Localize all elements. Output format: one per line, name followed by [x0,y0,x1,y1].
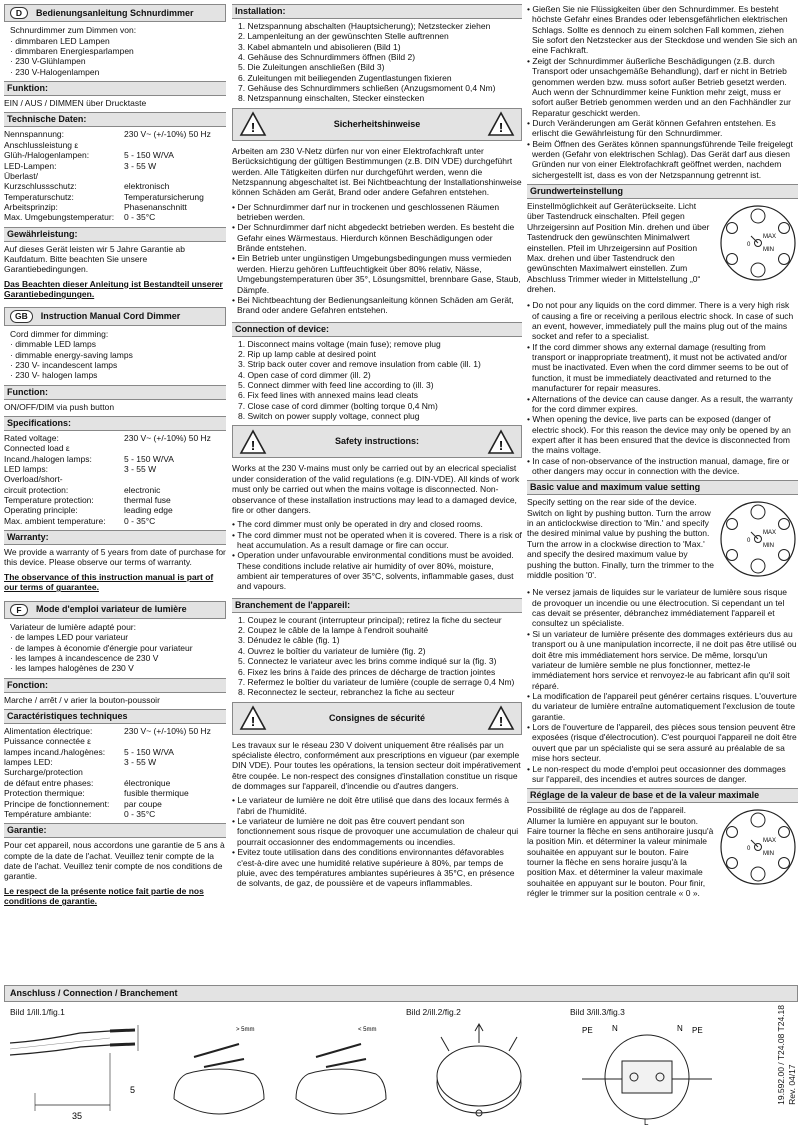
spec-key: Anschlussleistung ε [4,139,79,150]
spec-key: Rated voltage: [4,432,59,443]
safety-bullet: • The cord dimmer must not be operated when it is covered. There is a risk of heat accumulation. As a result damage or fire can occur. [232,529,522,550]
intro-line: · les lampes à incandescence de 230 V [10,652,159,663]
safety-bullet: • Evitez toute utilisation dans des conditions environnantes défavorables c'est-à-dire avec une humidité relative supérieure à 80%, par temps de pluie, avec des températures ambiantes supérieures à 35°C, en présence de solvants, de gaz, de poussière et de vapeurs inflammables. [232,847,515,889]
warning-triangle-icon [239,705,267,731]
section-header-de [4,4,226,22]
installation-heading-de: Installation: [232,4,522,19]
setting-heading-f: Réglage de la valeur de base et de la valeur maximale [527,788,798,803]
spec-value: électronique [124,777,171,788]
dim-35-label: 35 [72,1111,83,1121]
risk-bullet: • Alternations of the device can cause danger. As a result, the warranty for the cord dimmer expires. [527,393,793,414]
safety-bullet: • Le variateur de lumière ne doit être utilisé que dans des locaux fermés à l'abri de l'humidité. [232,795,510,816]
risk-bullet-text: Ne versez jamais de liquides sur le variateur de lumière sous risque de provoquer un incendie ou une électrocution. Si cependant un tel cas devait se présenter, débranchez immédiatement l'appareil et consultez un spécialiste. [532,587,787,629]
safety-bullet: • Der Schnurdimmer darf nicht abgedeckt betrieben werden. Es besteht die Gefahr eines Wärmestaus. Hierdurch können Beschädigungen oder Brände entstehen. [232,222,515,254]
installation-heading-f: Branchement de l'appareil: [232,598,522,613]
install-step: 4. Ouvrez le boîtier du variateur de lumière (fig. 2) [238,645,426,656]
spec-value: 230 V~ (+/-10%) 50 Hz [124,726,211,736]
intro-f [4,622,226,674]
lt5mm-label: < 5mm [358,1027,377,1033]
spec-value: 3 - 55 W [124,757,157,768]
column-right [527,4,798,898]
spec-key: Alimentation électrique: [4,726,93,736]
tech-heading-f: Caractéristiques techniques [4,709,226,724]
warranty-note-de: Das Beachten dieser Anleitung ist Bestandteil unserer Garantiebedingungen. [4,278,223,300]
safety-bullet-text: Evitez toute utilisation dans des conditions environnantes défavorables c'est-à-dire avec une humidité relative supérieure à 80%, par temps de pluie, avec des températures ambiantes supérieures à 35°C, en présence de solvants, de gaz, de poussière et de vapeurs inflammables. [237,847,515,889]
installation-steps-f [232,615,522,698]
safety-title-f: Consignes de sécurité [328,712,426,723]
intro-line: · les lampes halogènes de 230 V [10,663,134,674]
tech-table-de [4,129,226,222]
setting-block-f [527,805,798,898]
setting-text-gb: Specify setting on the rear side of the device. Switch on light by pushing button. Turn the arrow in an anticlockwise direction to 'Min.' and specify the desired minimal value by pushing the button. Turn the arrow in a clockwise direction to 'Max.' and specify the desired maximum value by pushing the button. Finally, turn the trimmer to the middle position '0'. [527,497,714,580]
spec-key: Temperaturschutz: [4,191,74,202]
n-label-right: N [677,1024,683,1033]
spec-key: circuit protection: [4,484,69,495]
risk-bullet: • Zeigt der Schnurdimmer äußerliche Beschädigungen (z.B. durch Transport oder unsachgemäße Behandlung), darf er nicht in Betrieb genommen werden bzw. muss sofort außer Betrieb gesetzt werden. Auch wenn der Schnurdimmer keine Funktion mehr zeigt, muss er sofort außer Betrieb genommen werden und an den Fachhändler zur Reparatur geschickt werden. [527,55,791,118]
safety-bullet-text: Der Schnurdimmer darf nicht abgedeckt betrieben werden. Es besteht die Gefahr eines Wärmestaus. Hierdurch können Beschädigungen oder Brände entstehen. [237,222,515,254]
setting-text-de: Einstellmöglichkeit auf Geräterückseite. Licht über Tastendruck einschalten. Pfeil gegen Uhrzeigersinn auf Position Min. drehen und über Tastendruck den gewünschten Minimalwert einstellen. Pfeil im Uhrzeigersinn auf Position Max. drehen und über Tastendruck den gewünschten Maximalwert einstellen. Zum Abschluss Trimmer wieder in Mittelstellung „0“ drehen. [527,201,710,294]
risk-bullet: • Lors de l'ouverture de l'appareil, des pièces sous tension peuvent être exposées (risque d'électrocution). C'est pourquoi l'appareil ne doit être ouvert que par un spécialiste qui se sera assuré au préalable de sa mise hors secteur. [527,722,797,764]
risk-bullet-text: Durch Veränderungen am Gerät können Gefahren entstehen. Es erlischt die Gewährleistung für den Schnurdimmer. [532,117,776,139]
spec-key: Temperature protection: [4,495,94,506]
install-step: 5. Connectez le variateur avec les brins comme indiqué sur la (fig. 3) [238,656,497,667]
spec-key: Max. Umgebungstemperatur: [4,212,115,223]
risk-bullet: • Do not pour any liquids on the cord dimmer. There is a very high risk of causing a fire or receiving a perilous electric shock. In case of such an event, however, immediately pull the mains plug out of the mains socket and refer to a specialist. [527,300,794,342]
spec-value: 230 V~ (+/-10%) 50 Hz [124,432,211,443]
risk-bullet-text: Gießen Sie nie Flüssigkeiten über den Schnurdimmer. Es besteht höchste Gefahr eines Brandes oder lebensgefährlichen elektrischen Schlags. Sollte es dennoch zu einem solchen Fall kommen, ziehen Sie sofort den Netzstecker aus der Steckdose und wenden Sie sich an eine Fachkraft. [532,4,798,56]
spec-key: Connected load ε [4,443,70,454]
safety-bullet: • Ein Betrieb unter ungünstigen Umgebungsbedingungen muss vermieden werden. Hierzu gehören Luftfeuchtigkeit über 80% relativ, Nässe, Umgebungstemperaturen über 35°, Lösungsmittel, brennbare Gase, Staub, Dämpfe. [232,253,521,295]
n-label-left: N [612,1024,618,1033]
install-step: 7. Refermez le boîtier du variateur de lumière (couple de serrage 0,4 Nm) [238,676,515,687]
intro-line: · 230 V- halogen lamps [10,370,98,381]
spec-key: Überlast/ [4,170,39,181]
section-header-gb [4,307,226,325]
setting-heading-de: Grundwerteinstellung [527,184,798,199]
spec-key: Arbeitsprinzip: [4,201,58,212]
spec-key: LED lamps: [4,463,48,474]
intro-line: · de lampes à économie d'énergie pour variateur [10,642,193,653]
install-step: 7. Gehäuse des Schnurdimmers schließen (Anzugsmoment 0,4 Nm) [238,83,496,94]
setting-text-f: Possibilité de réglage au dos de l'appareil. Allumer la lumière en appuyant sur le bouton. Faire tourner la flèche en sens antihoraire jusqu'à la position Min. et déterminer la valeur minimale souhaitée en appuyant sur le bouton. Faire tourner la flèche en sens horaire jusqu'à la position Max. et déterminer la valeur maximale souhaitée en appuyant sur le bouton. Pour finir, régler le trimmer sur la position centrale « 0 ». [527,805,714,899]
title-gb: Instruction Manual Cord Dimmer [40,311,181,322]
intro-line: Schnurdimmer zum Dimmen von: [10,25,137,36]
gt5mm-label: > 5mm [236,1027,255,1033]
install-step: 1. Coupez le courant (interrupteur principal); retirez la fiche du secteur [238,614,502,625]
install-step: 1. Disconnect mains voltage (main fuse); remove plug [238,338,441,349]
spec-key: Incand./halogen lamps: [4,453,92,464]
function-text-de: EIN / AUS / DIMMEN über Drucktaste [4,98,147,109]
spec-key: Température ambiante: [4,808,92,819]
revision-date: Rev. 04/17 [786,1064,797,1105]
fig2-label: Bild 2/ill.2/fig.2 [406,1007,461,1017]
spec-key: Operating principle: [4,505,78,516]
trimmer-dial-icon [718,805,798,889]
install-step: 4. Open case of cord dimmer (ill. 2) [238,369,371,380]
intro-line: · 230 V-Halogenlampen [10,66,100,77]
risk-bullet-text: Beim Öffnen des Gerätes können spannungsführende Teile freigelegt werden (Gefahr von elektrischen Schlag). Das Gerät darf aus diesen Gründen nur von einer Elektrofachkraft geöffnet werden, nachdem sichergestellt ist, dass es von der Netzspannung getrennt ist. [532,138,793,180]
safety-bullet: • Operation under unfavourable environmental conditions must be avoided. These conditions include relative air humidity of over 80%, moisture, ambient air temperatures of over 35°C, solvents, inflammable gases, dust and vapours. [232,550,514,592]
spec-value: 0 - 35°C [124,808,156,819]
safety-bullet-text: Operation under unfavourable environmental conditions must be avoided. These conditions include relative air humidity of over 80%, moisture, ambient air temperatures of over 35°C, solvents, inflammable gases, dust and vapours. [237,550,514,592]
risk-list-gb [527,300,798,476]
install-step: 3. Strip back outer cover and remove insulation from cable (ill. 1) [238,359,481,370]
safety-text-gb: Works at the 230 V-mains must only be carried out by an elecrical specialist under consideration of the valid regulations (e.g. DIN-VDE). All kinds of work must only be carried out when the mains voltage is disconnected. Non-observance of these installation instructions may lead to a damaged device, fire or other dangers. [232,463,520,515]
pe-label-right: PE [692,1026,703,1035]
install-step: 2. Coupez le câble de la lampe à l'endroit souhaité [238,625,429,636]
spec-value: elektronisch [124,181,170,192]
lang-badge-f: F [10,604,28,616]
install-step: 5. Die Zuleitungen anschließen (Bild 3) [238,62,385,73]
intro-line: · dimmbaren Energiesparlampen [10,46,134,57]
column-middle [232,4,522,889]
dial-max-label: MAX [763,234,777,241]
spec-value: 5 - 150 W/VA [124,150,174,161]
safety-text-de: Arbeiten am 230 V-Netz dürfen nur von einer Elektrofachkraft unter Berücksichtigung der gültigen Bestimmungen (z.B. DIN VDE) durchgeführt werden. Alle Tätigkeiten dürfen nur durchgeführt werden, wenn die Netzspannung abgeschaltet ist. Bei Nichtbeachtung der Installationshinweise können Schäden am Gerät, Brand oder andere Gefahren entstehen. [232,145,522,198]
function-heading-gb: Function: [4,385,226,400]
risk-bullet: • Ne versez jamais de liquides sur le variateur de lumière sous risque de provoquer un incendie ou une électrocution. Si cependant un tel cas devait se présenter, débranchez immédiatement l'appareil et consultez un spécialiste. [527,587,787,629]
intro-line: · 230 V-Glühlampen [10,56,86,67]
risk-bullet-text: When opening the device, live parts can be exposed (danger of electric shock). For this reason the device may only be opened by an expert after it has been ensured that the device is disconnected from the mains voltage. [532,414,791,456]
warning-triangle-icon [487,111,515,137]
lang-badge-de: D [10,7,28,19]
intro-line: Variateur de lumière adapté pour: [10,621,137,632]
install-step: 5. Connect dimmer with feed line according to (ill. 3) [238,380,434,390]
setting-block-gb [527,497,798,581]
install-step: 7. Close case of cord dimmer (bolting torque 0,4 Nm) [238,400,438,411]
safety-banner-gb [232,425,522,458]
spec-key: Principe de fonctionnement: [4,798,110,809]
intro-line: · dimmable energy-saving lamps [10,349,133,360]
warning-triangle-icon [239,429,267,455]
install-step: 3. Kabel abmanteln und abisolieren (Bild 1) [238,41,401,52]
risk-bullet-text: Lors de l'ouverture de l'appareil, des pièces sous tension peuvent être exposées (risque d'électrocution). C'est pourquoi l'appareil ne doit être ouvert que par un spécialiste qui se sera assuré au préalable de sa mise hors secteur. [532,722,797,764]
l-label: L [644,1118,649,1127]
risk-bullet: • Si un variateur de lumière présente des dommages extérieurs dus au transport ou à une manipulation incorrecte, il ne doit pas être utilisé ou doit être mis immédiatement hors service. De même, lorsqu'un variateur de lumière semble ne plus fonctionner, mettez-le immédiatement hors service et renvoyez-le au fabricant afin qu'il soit réparé. [527,628,797,691]
intro-line: · de lampes LED pour variateur [10,632,129,643]
setting-heading-gb: Basic value and maximum value setting [527,480,798,495]
warranty-note-f: Le respect de la présente notice fait partie de nos conditions de garantie. [4,885,204,906]
safety-bullet-text: Le variateur de lumière ne doit pas être couvert pendant son fonctionnement sous risque de provoquer une accumulation de chaleur qui pourrait occasionner des endommagements ou incendies. [237,816,519,847]
install-step: 3. Dénudez le câble (fig. 1) [238,635,340,646]
safety-list-gb [232,519,522,592]
strip-inner-drawing [286,1019,396,1125]
risk-bullet-text: Do not pour any liquids on the cord dimmer. There is a very high risk of causing a fire or receiving a perilous electric shock. In case of such an event, however, immediately pull the mains plug out of the mains socket and refer to a specialist. [532,300,794,342]
dim-5-label: 5 [130,1085,136,1095]
risk-bullet-text: Alternations of the device can cause danger. As a result, the warranty for the cord dimmer expires. [531,393,793,414]
dial-max-label: MAX [763,838,777,845]
column-left [4,4,226,906]
risk-list-f [527,587,798,784]
spec-value: fusible thermique [124,788,189,799]
intro-line: · dimmable LED lamps [10,339,96,350]
risk-bullet: • Gießen Sie nie Flüssigkeiten über den Schnurdimmer. Es besteht höchste Gefahr eines Brandes oder lebensgefährlichen elektrischen Schlags. Sollte es dennoch zu einem solchen Fall kommen, ziehen Sie sofort den Netzstecker aus der Steckdose und wenden Sie sich an eine Fachkraft. [527,4,798,56]
risk-bullet-text: If the cord dimmer shows any external damage (resulting from transport or inappropriate treatment), it must not be activated and/or must be inactivated. Even when the cord dimmer seems to be out of function, it must be immediately deactivated and returned to the manufacturer for repair measures. [532,341,789,394]
install-step: 2. Rip up lamp cable at desired point [238,348,376,359]
warning-triangle-icon [487,429,515,455]
pe-label-left: PE [582,1026,593,1035]
fig1-label: Bild 1/ill.1/fig.1 [10,1007,65,1017]
intro-line: · dimmbaren LED Lampen [10,35,110,46]
function-text-gb: ON/OFF/DIM via push button [4,401,115,412]
risk-bullet: • Durch Veränderungen am Gerät können Gefahren entstehen. Es erlischt die Gewährleistung für den Schnurdimmer. [527,117,776,139]
safety-bullet: • Le variateur de lumière ne doit pas être couvert pendant son fonctionnement sous risque de provoquer une accumulation de chaleur qui pourrait occasionner des endommagements ou incendies. [232,816,519,847]
safety-bullet: • Bei Nichtbeachtung der Bedienungsanleitung können Schäden am Gerät, Brand oder andere Gefahren entstehen. [232,294,514,316]
risk-list-de [527,4,798,180]
risk-bullet: • Le non-respect du mode d'emploi peut occasionner des dommages sur l'appareil, des incendies et autres sources de danger. [527,763,786,784]
warranty-heading-f: Garantie: [4,823,226,838]
tech-table-gb [4,433,226,526]
installation-steps-gb [232,339,522,422]
warranty-text-de: Auf dieses Gerät leisten wir 5 Jahre Garantie ab Kaufdatum. Bitte beachten Sie unsere Garantiebedingungen. [4,243,185,275]
warning-triangle-icon [487,705,515,731]
safety-banner-f [232,702,522,735]
setting-block-de [527,201,798,294]
spec-value: 3 - 55 W [124,463,157,474]
intro-gb [4,329,226,381]
dimmer-housing-drawing [429,1021,529,1125]
dial-zero-label: 0 [747,242,751,249]
safety-list-f [232,795,522,888]
spec-value: 5 - 150 W/VA [124,453,174,464]
spec-key: lampes incand./halogènes: [4,746,106,757]
fig3-label: Bild 3/ill.3/fig.3 [570,1007,625,1017]
title-de: Bedienungsanleitung Schnurdimmer [36,7,194,18]
revision-info [776,1005,798,1105]
connection-heading: Anschluss / Connection / Branchement [4,985,798,1002]
connection-section [4,985,798,1130]
installation-heading-gb: Connection of device: [232,322,522,337]
warranty-note-gb: The observance of this instruction manual is part of our terms of guarantee. [4,571,214,593]
trimmer-dial-icon [718,497,798,581]
intro-de [4,25,226,77]
install-step: 8. Reconnectez le secteur, rebranchez la fiche au secteur [238,687,455,698]
safety-bullet-text: Bei Nichtbeachtung der Bedienungsanleitung können Schäden am Gerät, Brand oder andere Gefahren entstehen. [237,294,514,316]
safety-title-gb: Safety instructions: [334,436,419,447]
risk-bullet-text: La modification de l'appareil peut générer certains risques. L'ouverture du variateur de lumière entraîne automatiquement l'exclusion de toute garantie. [532,690,797,722]
dial-min-label: MIN [763,851,774,858]
spec-value: thermal fuse [124,495,171,506]
warranty-text-gb: We provide a warranty of 5 years from date of purchase for this device. Please observe our terms of warranty. [4,547,226,568]
title-f: Mode d'emploi variateur de lumière [36,604,187,615]
risk-bullet-text: Si un variateur de lumière présente des dommages extérieurs dus au transport ou à une manipulation incorrecte, il ne doit pas être utilisé ou doit être mis immédiatement hors service. De même, lorsqu'un variateur de lumière semble ne plus fonctionner, mettez-le immédiatement hors service et renvoyez-le au fabricant afin qu'il soit réparé. [532,628,797,691]
spec-value: 230 V~ (+/-10%) 50 Hz [124,129,211,140]
spec-value: leading edge [124,505,173,516]
spec-value: 0 - 35°C [124,212,156,223]
risk-bullet-text: In case of non-observance of the instruction manual, damage, fire or other dangers may occur in connection with the device. [532,455,790,477]
function-heading-de: Funktion: [4,81,226,96]
spec-value: 0 - 35°C [124,515,156,526]
safety-banner-de [232,108,522,141]
install-step: 6. Zuleitungen mit beiliegenden Zugentlastungen fixieren [238,72,452,83]
install-step: 6. Fixez les brins à l'aide des princes de décharge de traction jointes [238,666,496,677]
install-step: 2. Lampenleitung an der gewünschten Stelle auftrennen [238,31,449,42]
warranty-heading-gb: Warranty: [4,530,226,545]
install-step: 8. Netzspannung einschalten, Stecker einstecken [238,93,425,104]
tech-heading-gb: Specifications: [4,416,226,431]
spec-key: lampes LED: [4,757,53,768]
install-step: 8. Switch on power supply voltage, connect plug [238,411,420,422]
risk-bullet-text: Le non-respect du mode d'emploi peut occasionner des dommages sur l'appareil, des incendies et autres sources de danger. [532,763,786,784]
tech-table-f [4,726,226,819]
spec-key: de défaut entre phases: [4,777,94,788]
safety-bullet-text: Ein Betrieb unter ungünstigen Umgebungsbedingungen muss vermieden werden. Hierzu gehören Luftfeuchtigkeit über 80% relativ, Nässe, Umgebungstemperaturen über 35°, Lösungsmittel, brennbare Gase, Staub, Dämpfe. [237,253,521,295]
safety-bullet-text: Le variateur de lumière ne doit être utilisé que dans des locaux fermés à l'abri de l'humidité. [237,795,510,816]
spec-value: par coupe [124,798,162,809]
install-step: 4. Gehäuse des Schnurdimmers öffnen (Bild 2) [238,52,416,63]
warranty-text-f: Pour cet appareil, nous accordons une garantie de 5 ans à compte de la date de l'achat. Veuillez tenir compte de la date de l'achat. Veuillez tenir compte de nos conditions de garantie. [4,840,225,882]
spec-value: electronic [124,484,161,495]
safety-bullet: • The cord dimmer must only be operated in dry and closed rooms. [232,519,483,530]
installation-steps-de [232,21,522,104]
spec-key: Protection thermique: [4,788,85,799]
dial-min-label: MIN [763,543,774,550]
lang-badge-gb: GB [10,310,33,322]
warning-triangle-icon [239,111,267,137]
tech-heading-de: Technische Daten: [4,112,226,127]
risk-bullet: • In case of non-observance of the instruction manual, damage, fire or other dangers may occur in connection with the device. [527,455,790,477]
risk-bullet: • La modification de l'appareil peut générer certains risques. L'ouverture du variateur de lumière entraîne automatiquement l'exclusion de toute garantie. [527,690,797,722]
safety-list-de [232,202,522,316]
intro-line: Cord dimmer for dimming: [10,328,109,339]
risk-bullet-text: Zeigt der Schnurdimmer äußerliche Beschädigungen (z.B. durch Transport oder unsachgemäße Behandlung), darf er nicht in Betrieb genommen werden bzw. muss sofort außer Betrieb gesetzt werden. Auch wenn der Schnurdimmer keine Funktion mehr zeigt, muss er sofort außer Betrieb genommen werden und an den Fachhändler zur Reparatur geschickt werden. [532,55,791,118]
wiring-diagram-drawing [572,1019,722,1127]
spec-key: Max. ambient temperature: [4,515,106,526]
spec-key: Overload/short- [4,474,63,485]
safety-bullet-text: Der Schnurdimmer darf nur in trockenen und geschlossenen Räumen betrieben werden. [237,201,500,222]
dial-max-label: MAX [763,530,777,537]
function-text-f: Marche / arrêt / v arier la bouton-poussoir [4,694,160,705]
safety-bullet-text: The cord dimmer must not be operated when it is covered. There is a risk of heat accumulation. As a result damage or fire can occur. [237,529,522,550]
risk-bullet: • If the cord dimmer shows any external damage (resulting from transport or inappropriate treatment), it must not be activated and/or must be inactivated. Even when the cord dimmer seems to be out of function, it must be immediately deactivated and returned to the manufacturer for repair measures. [527,341,789,394]
dial-zero-label: 0 [747,538,751,545]
spec-value: 3 - 55 W [124,160,157,171]
spec-value: 5 - 150 W/VA [124,746,174,757]
warranty-heading-de: Gewährleistung: [4,227,226,242]
safety-text-f: Les travaux sur le réseau 230 V doivent uniquement être réalisés par un spécialiste électro, conformément aux prescriptions en vigueur (par exemple DIN VDE). Pour toutes les opérations, la tension secteur doit impérativement être coupée. Le non-respect des consignes d'installation constitue un risque de dommages sur l'appareil, d'incendie ou d'autres dangers. [232,739,521,792]
intro-line: · 230 V- incandescent lamps [10,359,118,370]
trimmer-dial-icon [718,201,798,285]
install-step: 1. Netzspannung abschalten (Hauptsicherung); Netzstecker ziehen [238,20,491,31]
section-header-f [4,601,226,619]
safety-bullet-text: The cord dimmer must only be operated in dry and closed rooms. [237,519,483,530]
risk-bullet: • Beim Öffnen des Gerätes können spannungsführende Teile freigelegt werden (Gefahr von elektrischen Schlag). Das Gerät darf aus diesen Gründen nur von einer Elektrofachkraft geöffnet werden, nachdem sichergestellt ist, dass es von der Netzspannung getrennt ist. [527,138,793,180]
doc-number: 19.592.00 / T24.08 T24.18 [775,1005,786,1105]
function-heading-f: Fonction: [4,678,226,693]
spec-key: LED-Lampen: [4,160,57,171]
spec-value: Phasenanschnitt [124,201,187,212]
cable-strip-drawing [10,1023,160,1123]
risk-bullet: • When opening the device, live parts can be exposed (danger of electric shock). For this reason the device may only be opened by an expert after it has been ensured that the device is disconnected from the mains voltage. [527,414,791,456]
spec-key: Glüh-/Halogenlampen: [4,150,90,161]
spec-value: Temperatursicherung [124,191,204,202]
strip-outer-drawing [164,1019,274,1125]
spec-key: Surcharge/protection [4,767,83,778]
spec-key: Puissance connectée ε [4,736,91,747]
dial-min-label: MIN [763,247,774,254]
dial-zero-label: 0 [747,846,751,853]
install-step: 6. Fix feed lines with annexed mains lead cleats [238,390,419,401]
spec-key: Nennspannung: [4,129,65,140]
safety-bullet: • Der Schnurdimmer darf nur in trockenen und geschlossenen Räumen betrieben werden. [232,201,500,222]
spec-key: Kurzschlussschutz: [4,181,77,192]
safety-title-de: Sicherheitshinweise [333,118,421,129]
